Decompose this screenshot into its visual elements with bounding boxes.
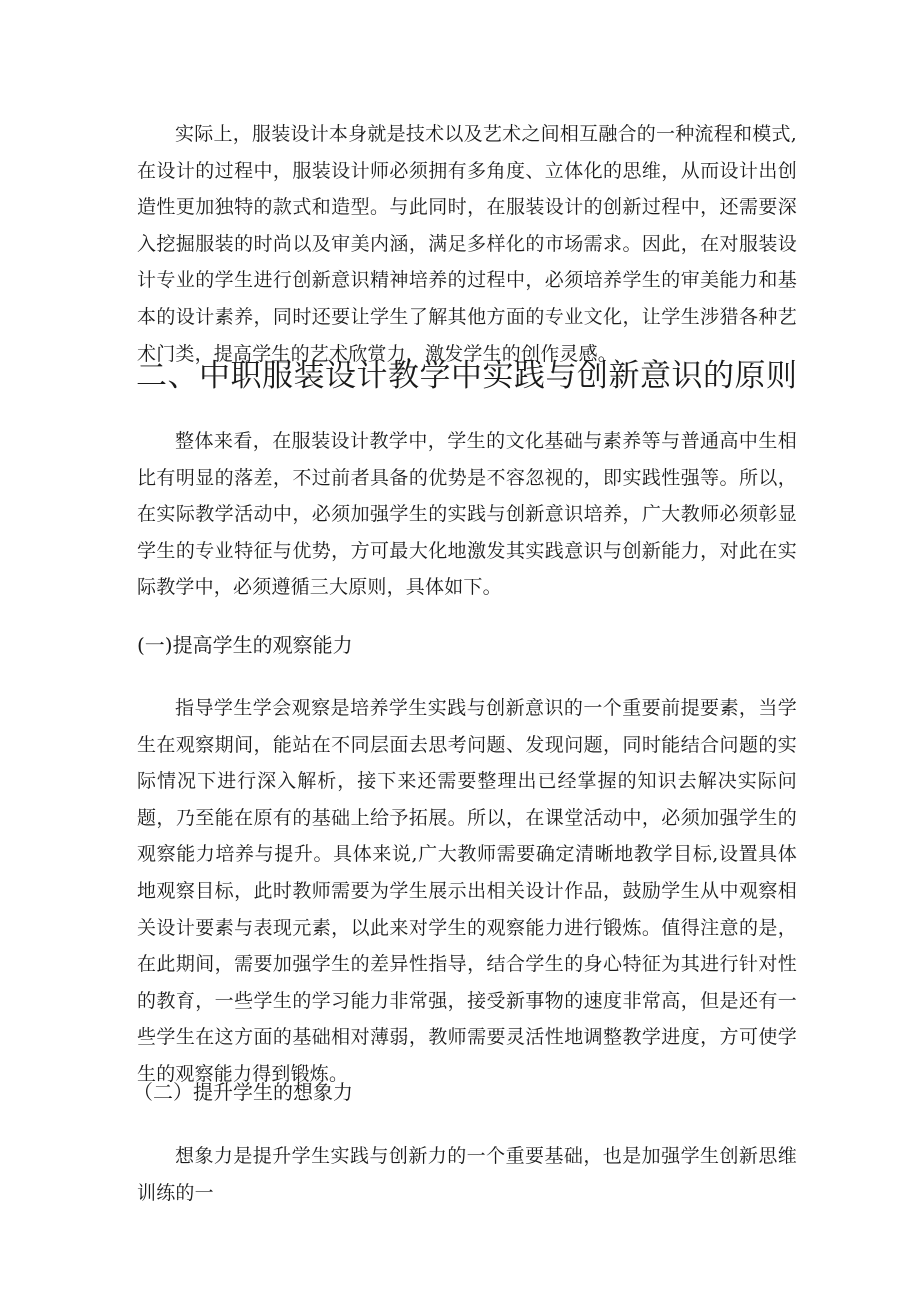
subsection-heading: (一)提高学生的观察能力: [137, 633, 353, 657]
body-paragraph: 实际上，服装设计本身就是技术以及艺术之间相互融合的一种流程和模式,在设计的过程中，服装设计师必须拥有多角度、立体化的思维，从而设计出创造性更加独特的款式和造型。与此同时，在服装设计的创新过程中，还需要深入挖掘服装的时尚以及审美内涵，满足多样化的市场需求。因此，在对服装设计专业的学生进行创新意识精神培养的过程中，必须培养学生的审美能力和基本的设计素养，同时还要让学生了解其他方面的专业文化，让学生涉猎各种艺术门类，提高学生的艺术欣赏力，激发学生的创作灵感。: [137, 123, 797, 365]
body-paragraph: 想象力是提升学生实践与创新力的一个重要基础，也是加强学生创新思维训练的一: [137, 1145, 797, 1204]
body-paragraph: 指导学生学会观察是培养学生实践与创新意识的一个重要前提要素，当学生在观察期间，能站在不同层面去思考问题、发现问题，同时能结合问题的实际情况下进行深入解析，接下来还需要整理出已经掌握的知识去解决实际问题，乃至能在原有的基础上给予拓展。所以，在课堂活动中，必须加强学生的观察能力培养与提升。具体来说,广大教师需要确定清晰地教学目标,设置具体地观察目标，此时教师需要为学生展示出相关设计作品，鼓励学生从中观察相关设计要素与表现元素，以此来对学生的观察能力进行锻炼。值得注意的是，在此期间，需要加强学生的差异性指导，结合学生的身心特征为其进行针对性的教育，一些学生的学习能力非常强，接受新事物的速度非常高，但是还有一些学生在这方面的基础相对薄弱，教师需要灵活性地调整教学进度，方可使学生的观察能力得到锻炼。: [137, 697, 797, 1085]
body-paragraph: 整体来看，在服装设计教学中，学生的文化基础与素养等与普通高中生相比有明显的落差，不过前者具备的优势是不容忽视的，即实践性强等。所以，在实际教学活动中，必须加强学生的实践与创新意识培养，广大教师必须彰显学生的专业特征与优势，方可最大化地激发其实践意识与创新能力，对此在实际教学中，必须遵循三大原则，具体如下。: [137, 430, 797, 599]
section-heading: 二、中职服装设计教学中实践与创新意识的原则: [136, 358, 798, 394]
subsection-heading: （二）提升学生的想象力: [133, 1080, 353, 1104]
